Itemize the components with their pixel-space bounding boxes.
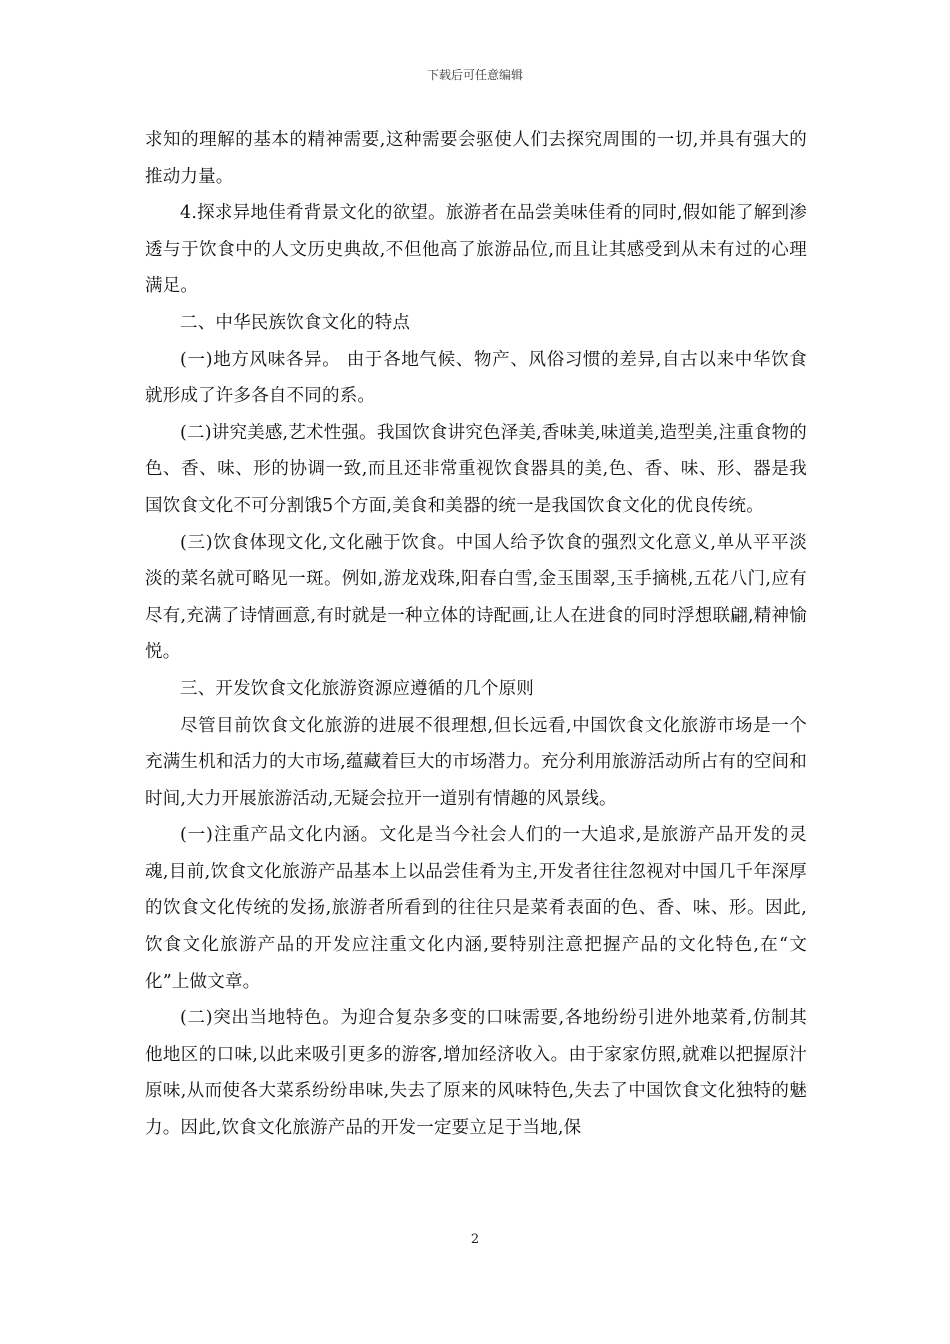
section-heading-3: 三、开发饮食文化旅游资源应遵循的几个原则 (180, 678, 534, 699)
document-body (145, 122, 807, 1147)
page-header: 下载后可任意编辑 (426, 68, 523, 82)
paragraph-3: (一)地方风味各异。 由于各地气候、物产、风俗习惯的差异,自古以来中华饮食就形成了许多各自不同的系。 (145, 349, 807, 407)
paragraph-7: (一)注重产品文化内涵。文化是当今社会人们的一大追求,是旅游产品开发的灵魂,目前,饮食文化旅游产品基本上以品尝佳肴为主,开发者往往忽视对中国几千年深厚的饮食文化传统的发扬,旅游者所看到的往往只是菜肴表面的色、香、味、形。因此,饮食文化旅游产品的开发应注重文化内涵,要特别注意把握产品的文化特色,在“文化”上做文章。 (145, 825, 807, 992)
paragraph-4: (二)讲究美感,艺术性强。我国饮食讲究色泽美,香味美,味道美,造型美,注重食物的色、香、味、形的协调一致,而且还非常重视饮食器具的美,色、香、味、形、器是我国饮食文化不可分割饿5个方面,美食和美器的统一是我国饮食文化的优良传统。 (145, 422, 807, 516)
paragraph-8: (二)突出当地特色。为迎合复杂多变的口味需要,各地纷纷引进外地菜肴,仿制其他地区的口味,以此来吸引更多的游客,增加经济收入。由于家家仿照,就难以把握原汁原味,从而使各大菜系纷纷串味,失去了原来的风味特色,失去了中国饮食文化独特的魅力。因此,饮食文化旅游产品的开发一定要立足于当地,保 (145, 1008, 807, 1139)
paragraph-2: 4.探求异地佳肴背景文化的欲望。旅游者在品尝美味佳肴的同时,假如能了解到渗透与于饮食中的人文历史典故,不但他高了旅游品位,而且让其感受到从未有过的心理满足。 (145, 203, 807, 297)
paragraph-1: 求知的理解的基本的精神需要,这种需要会驱使人们去探究周围的一切,并具有强大的推动力量。 (145, 130, 807, 187)
section-heading-2: 二、中华民族饮食文化的特点 (180, 312, 411, 333)
paragraph-6: 尽管目前饮食文化旅游的进展不很理想,但长远看,中国饮食文化旅游市场是一个充满生机和活力的大市场,蕴藏着巨大的市场潜力。充分利用旅游活动所占有的空间和时间,大力开展旅游活动,无疑会拉开一道别有情趣的风景线。 (145, 715, 807, 809)
paragraph-5: (三)饮食体现文化,文化融于饮食。中国人给予饮食的强烈文化意义,单从平平淡淡的菜名就可略见一斑。例如,游龙戏珠,阳春白雪,金玉围翠,玉手摘桃,五花八门,应有尽有,充满了诗情画意,有时就是一种立体的诗配画,让人在进食的同时浮想联翩,精神愉悦。 (145, 532, 807, 663)
page-number: 2 (470, 1232, 480, 1247)
